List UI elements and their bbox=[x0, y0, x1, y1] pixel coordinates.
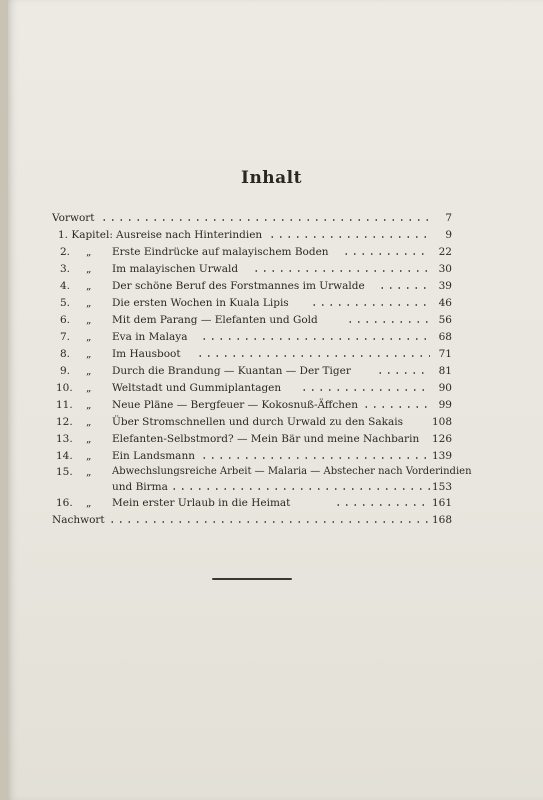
toc-page-number: 168 bbox=[431, 514, 452, 526]
toc-entry-title: Weltstadt und Gummiplantagen bbox=[112, 382, 282, 394]
toc-page-number: 153 bbox=[431, 481, 452, 493]
toc-leader-dots bbox=[252, 267, 430, 275]
toc-leader-dots bbox=[346, 318, 430, 326]
toc-page-number: 56 bbox=[438, 314, 452, 326]
toc-leader-dots bbox=[342, 250, 430, 258]
toc-page-number: 30 bbox=[438, 263, 452, 275]
toc-chapter-number: 13. bbox=[56, 433, 73, 445]
toc-entry-title-continued: und Birma bbox=[112, 481, 168, 493]
toc-leader-dots bbox=[378, 284, 430, 292]
toc-ditto-mark: „ bbox=[86, 280, 92, 292]
toc-entry-title: Im Hausboot bbox=[112, 348, 181, 360]
toc-chapter-number: 16. bbox=[56, 497, 73, 509]
toc-ditto-mark: „ bbox=[86, 382, 92, 394]
toc-chapter-number: 2. bbox=[60, 246, 71, 258]
toc-chapter-number: 14. bbox=[56, 450, 73, 462]
toc-chapter-number: 9. bbox=[60, 365, 71, 377]
toc-entry-title: Nachwort bbox=[52, 514, 105, 526]
toc-chapter-number: 5. bbox=[60, 297, 71, 309]
toc-row-5 bbox=[0, 297, 543, 311]
toc-ditto-mark: „ bbox=[86, 416, 92, 428]
toc-entry-title: Elefanten-Selbstmord? — Mein Bär und meine Nachbarin bbox=[112, 433, 420, 445]
toc-row-12 bbox=[0, 416, 543, 430]
toc-page-number: 9 bbox=[445, 229, 452, 241]
toc-chapter-number: 4. bbox=[60, 280, 71, 292]
toc-row-vorwort bbox=[0, 212, 543, 226]
toc-entry-title: Neue Pläne — Bergfeuer — Kokosnuß-Äffchen bbox=[112, 399, 359, 411]
toc-entry-title: Ein Landsmann bbox=[112, 450, 195, 462]
toc-leader-dots bbox=[196, 352, 430, 360]
toc-leader-dots bbox=[200, 335, 430, 343]
toc-chapter-number: 11. bbox=[56, 399, 73, 411]
toc-chapter-number: 15. bbox=[56, 466, 73, 478]
toc-chapter-number: 10. bbox=[56, 382, 73, 394]
toc-entry-title: Mein erster Urlaub in die Heimat bbox=[112, 497, 291, 509]
toc-row-15 bbox=[0, 466, 543, 480]
toc-page-number: 71 bbox=[438, 348, 452, 360]
toc-chapter-number: 7. bbox=[60, 331, 71, 343]
toc-entry-title: Die ersten Wochen in Kuala Lipis bbox=[112, 297, 289, 309]
toc-ditto-mark: „ bbox=[86, 450, 92, 462]
toc-row-13 bbox=[0, 433, 543, 447]
toc-row-9 bbox=[0, 365, 543, 379]
toc-page-number: 22 bbox=[438, 246, 452, 258]
toc-row-4 bbox=[0, 280, 543, 294]
toc-page-number: 7 bbox=[445, 212, 452, 224]
toc-leader-dots bbox=[100, 216, 430, 224]
toc-leader-dots bbox=[362, 403, 430, 411]
toc-page-number: 68 bbox=[438, 331, 452, 343]
toc-entry-title: Im malayischen Urwald bbox=[112, 263, 239, 275]
toc-chapter-number: 8. bbox=[60, 348, 71, 360]
toc-leader-dots bbox=[334, 501, 430, 509]
toc-chapter-number: 3. bbox=[60, 263, 71, 275]
toc-row-1 bbox=[0, 229, 543, 243]
toc-ditto-mark: „ bbox=[86, 399, 92, 411]
toc-chapter-number: 1. Kapitel: bbox=[58, 229, 113, 241]
toc-leader-dots bbox=[310, 301, 430, 309]
toc-leader-dots bbox=[300, 386, 430, 394]
toc-row-6 bbox=[0, 314, 543, 328]
toc-leader-dots bbox=[170, 485, 430, 493]
toc-ditto-mark: „ bbox=[86, 331, 92, 343]
toc-ditto-mark: „ bbox=[86, 246, 92, 258]
toc-leader-dots bbox=[268, 233, 430, 241]
toc-entry-title: Über Stromschnellen und durch Urwald zu den Sakais bbox=[112, 416, 403, 428]
toc-chapter-number: 6. bbox=[60, 314, 71, 326]
toc-entry-title: Ausreise nach Hinterindien bbox=[116, 229, 263, 241]
toc-chapter-number: 12. bbox=[56, 416, 73, 428]
toc-row-14 bbox=[0, 450, 543, 464]
toc-row-16 bbox=[0, 497, 543, 511]
toc-row-7 bbox=[0, 331, 543, 345]
toc-ditto-mark: „ bbox=[86, 433, 92, 445]
toc-page-number: 81 bbox=[438, 365, 452, 377]
toc-leader-dots bbox=[200, 454, 430, 462]
toc-ditto-mark: „ bbox=[86, 263, 92, 275]
toc-page-number: 126 bbox=[431, 433, 452, 445]
toc-entry-title: Der schöne Beruf des Forstmannes im Urwalde bbox=[112, 280, 365, 292]
toc-row-10 bbox=[0, 382, 543, 396]
toc-entry-title: Abwechslungsreiche Arbeit — Malaria — Abstecher nach Vorderindien bbox=[112, 466, 472, 477]
toc-page-number: 108 bbox=[431, 416, 452, 428]
toc-entry-title: Eva in Malaya bbox=[112, 331, 188, 343]
toc-page-number: 99 bbox=[438, 399, 452, 411]
toc-page-number: 90 bbox=[438, 382, 452, 394]
toc-ditto-mark: „ bbox=[86, 314, 92, 326]
toc-row-3 bbox=[0, 263, 543, 277]
toc-row-11 bbox=[0, 399, 543, 413]
toc-row-nachwort bbox=[0, 514, 543, 528]
toc-page-number: 161 bbox=[431, 497, 452, 509]
toc-page-number: 139 bbox=[431, 450, 452, 462]
toc-entry-title: Durch die Brandung — Kuantan — Der Tiger bbox=[112, 365, 351, 377]
toc-ditto-mark: „ bbox=[86, 466, 92, 478]
toc-entry-title: Mit dem Parang — Elefanten und Gold bbox=[112, 314, 318, 326]
toc-row-2 bbox=[0, 246, 543, 260]
toc-page-number: 46 bbox=[438, 297, 452, 309]
toc-leader-dots bbox=[108, 518, 430, 526]
toc-entry-title: Erste Eindrücke auf malayischem Boden bbox=[112, 246, 329, 258]
toc-row-15-continued bbox=[0, 481, 543, 495]
toc-ditto-mark: „ bbox=[86, 365, 92, 377]
toc-ditto-mark: „ bbox=[86, 348, 92, 360]
decorative-rule bbox=[212, 578, 292, 580]
toc-page-number: 39 bbox=[438, 280, 452, 292]
toc-ditto-mark: „ bbox=[86, 297, 92, 309]
toc-ditto-mark: „ bbox=[86, 497, 92, 509]
toc-entry-title: Vorwort bbox=[52, 212, 95, 224]
toc-leader-dots bbox=[376, 369, 430, 377]
toc-row-8 bbox=[0, 348, 543, 362]
page-title: Inhalt bbox=[241, 168, 302, 188]
